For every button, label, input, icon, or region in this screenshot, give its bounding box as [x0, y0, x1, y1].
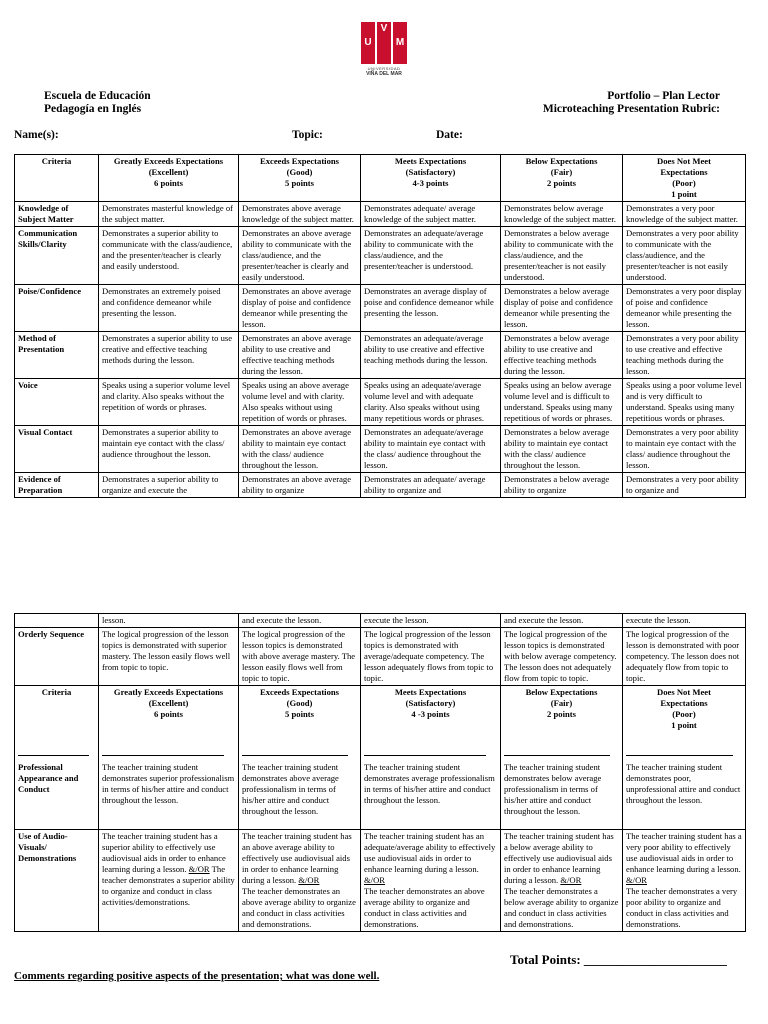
rubric-title: Microteaching Presentation Rubric: — [542, 103, 720, 115]
header-line: (Satisfactory) — [405, 698, 456, 708]
descriptor-text: Demonstrates a below average ability to maintain eye contact with the class/ audience throughout the lesson. — [504, 427, 610, 470]
descriptor-cell — [623, 227, 746, 285]
header-line: Below Expectations — [525, 156, 598, 166]
logo-letter: U — [361, 22, 375, 64]
descriptor-text: Demonstrates a very poor ability to maintain eye contact with the class/ audience throughout the lesson. — [626, 427, 739, 470]
header-right — [543, 90, 720, 116]
criterion-label: Orderly Sequence — [18, 629, 85, 639]
descriptor-text: lesson. — [102, 615, 126, 625]
descriptor-text: Demonstrates masterful knowledge of the subject matter. — [102, 203, 234, 224]
descriptor-text: Demonstrates a superior ability to communicate with the class/audience, and the presenter/teacher is clearly and easily understood. — [102, 228, 233, 271]
descriptor-cell — [361, 830, 501, 932]
descriptor-text: The logical progression of the lesson topics is demonstrated with above average mastery. The lesson easily flows well from topic to topic. — [242, 629, 356, 683]
descriptor-cell — [239, 741, 361, 830]
criterion-label: Evidence of Preparation — [18, 474, 63, 495]
table-row — [15, 473, 746, 498]
descriptor-cell — [361, 473, 501, 498]
divider-line — [626, 755, 733, 756]
descriptor-cell — [239, 202, 361, 227]
criterion-label: Use of Audio-Visuals/ Demonstrations — [18, 831, 77, 863]
descriptor-cell — [501, 379, 623, 426]
and-or-text: &/OR — [188, 864, 210, 874]
descriptor-cell — [361, 614, 501, 628]
descriptor-cell — [99, 332, 239, 379]
criterion-label: Communication Skills/Clarity — [18, 228, 78, 249]
descriptor-text: The teacher training student has an above average ability to effectively use audiovisual aids in order to enhance learning during a lesson. — [242, 831, 352, 885]
descriptor-cell — [623, 285, 746, 332]
criterion-cell — [15, 379, 99, 426]
descriptor-text: Demonstrates an above average ability to use creative and effective teaching methods during the lesson. — [242, 333, 352, 376]
divider-line — [102, 755, 224, 756]
descriptor-text: The teacher training student has a superior ability to effectively use audiovisual aids in order to enhance learning during a lesson. — [102, 831, 226, 874]
descriptor-text: execute the lesson. — [626, 615, 691, 625]
descriptor-text: The teacher demonstrates a superior ability to organize and conduct in class activities/demonstrations. — [102, 864, 235, 907]
portfolio-title: Portfolio – Plan Lector — [607, 90, 720, 102]
descriptor-text: The teacher training student demonstrates above average professionalism in terms of his/her attire and conduct throughout the lesson. — [242, 762, 339, 816]
descriptor-cell — [99, 202, 239, 227]
descriptor-text: The teacher demonstrates an above average ability to organize and conduct in class activities and demonstrations. — [242, 886, 356, 929]
rubric-table-part2 — [14, 613, 746, 932]
header-level — [501, 155, 623, 202]
descriptor-text: Demonstrates an above average ability to communicate with the class/audience, and the presenter/teacher is clearly and easily understood. — [242, 228, 352, 282]
header-line: Greatly Exceeds Expectations — [113, 156, 224, 166]
and-or-text: &/OR — [626, 875, 648, 885]
descriptor-cell — [239, 473, 361, 498]
descriptor-text: Demonstrates a below average ability to use creative and effective teaching methods during the lesson. — [504, 333, 610, 376]
descriptor-text: The logical progression of the lesson topics is demonstrated with average/adequate competency. The lesson adequately flows from topic to topic. — [364, 629, 494, 683]
descriptor-text: Demonstrates a superior ability to organize and execute the — [102, 474, 219, 495]
header-line: Expectations — [660, 167, 708, 177]
descriptor-text: The logical progression of the lesson topics is demonstrated with below average competency. The lesson does not adequately flow from topic to topic. — [504, 629, 617, 683]
descriptor-text: Demonstrates a below average ability to communicate with the class/audience, and the presenter/teacher is not easily understood. — [504, 228, 614, 282]
descriptor-text: Speaks using an above average volume level and with clarity. Also speaks without using repetition of words or phrases. — [242, 380, 349, 423]
descriptor-cell — [99, 285, 239, 332]
header-criteria — [15, 686, 99, 742]
descriptor-text: Demonstrates a very poor ability to organize and — [626, 474, 739, 495]
header-line: Meets Expectations — [394, 687, 467, 697]
header-line: Below Expectations — [525, 687, 598, 697]
table-row — [15, 202, 746, 227]
descriptor-text: The logical progression of the lesson is demonstrated with poor competency. The lesson does not adequately flow from topic to topic. — [626, 629, 740, 683]
descriptor-text: Speaks using a poor volume level and is very difficult to understand. Speaks using many repetitious words or phrases. — [626, 380, 742, 423]
header-line: (Fair) — [550, 167, 573, 177]
descriptor-cell — [239, 426, 361, 473]
descriptor-text: Demonstrates a below average display of poise and confidence demeanor while presenting the lesson. — [504, 286, 613, 329]
descriptor-text: execute the lesson. — [364, 615, 429, 625]
criterion-cell — [15, 614, 99, 628]
descriptor-cell — [99, 473, 239, 498]
descriptor-text: Demonstrates adequate/ average knowledge of the subject matter. — [364, 203, 476, 224]
descriptor-cell — [623, 628, 746, 686]
descriptor-cell — [501, 830, 623, 932]
header-line: 1 point — [671, 720, 697, 730]
descriptor-text: Demonstrates below average knowledge of the subject matter. — [504, 203, 616, 224]
descriptor-text: The teacher training student demonstrates average professionalism in terms of his/her attire and conduct throughout the lesson. — [364, 762, 495, 805]
table-row — [15, 741, 746, 830]
descriptor-cell — [361, 741, 501, 830]
header-line: 5 points — [285, 709, 314, 719]
criterion-cell — [15, 426, 99, 473]
header-line: 4 -3 points — [411, 709, 450, 719]
names-label: Name(s): — [14, 129, 59, 141]
descriptor-cell — [623, 202, 746, 227]
table-row — [15, 285, 746, 332]
descriptor-cell — [501, 332, 623, 379]
descriptor-text: The teacher training student has a below average ability to effectively use audiovisual aids in order to enhance learning during a lesson. — [504, 831, 614, 885]
descriptor-text: Demonstrates a below average ability to organize — [504, 474, 610, 495]
descriptor-cell — [239, 285, 361, 332]
header-line: 1 point — [671, 189, 697, 199]
descriptor-cell — [501, 426, 623, 473]
header-line: (Excellent) — [148, 698, 189, 708]
descriptor-cell — [623, 332, 746, 379]
header-level — [623, 686, 746, 742]
header-line: 2 points — [547, 709, 576, 719]
descriptor-cell — [361, 202, 501, 227]
descriptor-text: The teacher training student demonstrates below average professionalism in terms of his/her attire and conduct throughout the lesson. — [504, 762, 602, 816]
criterion-cell — [15, 332, 99, 379]
header-level — [501, 686, 623, 742]
descriptor-cell — [361, 426, 501, 473]
date-label: Date: — [436, 129, 463, 141]
criterion-cell — [15, 741, 99, 830]
descriptor-text: Demonstrates an adequate/ average ability to organize and — [364, 474, 486, 495]
program-name: Pedagogía en Inglés — [44, 103, 142, 115]
header-line: 2 points — [547, 178, 576, 188]
criterion-cell — [15, 830, 99, 932]
descriptor-cell — [623, 614, 746, 628]
descriptor-text: and execute the lesson. — [504, 615, 584, 625]
header-criteria — [15, 155, 99, 202]
logo-line2: VIÑA DEL MAR — [366, 71, 402, 77]
criterion-label: Voice — [18, 380, 38, 390]
descriptor-cell — [501, 285, 623, 332]
descriptor-text: Demonstrates a very poor ability to use creative and effective teaching methods during the lesson. — [626, 333, 739, 376]
criterion-label: Professional Appearance and Conduct — [18, 762, 79, 794]
descriptor-text: Demonstrates an above average ability to organize — [242, 474, 352, 495]
table-row — [15, 379, 746, 426]
descriptor-text: The teacher training student demonstrates superior professionalism in terms of his/her attire and conduct throughout the lesson. — [102, 762, 235, 805]
divider-line — [242, 755, 348, 756]
descriptor-cell — [99, 426, 239, 473]
descriptor-cell — [361, 628, 501, 686]
header-line: Does Not Meet — [657, 687, 711, 697]
descriptor-cell — [623, 741, 746, 830]
descriptor-text: Demonstrates a very poor ability to communicate with the class/audience, and the presenter/teacher is not easily understood. — [626, 228, 739, 282]
criterion-cell — [15, 227, 99, 285]
descriptor-cell — [239, 332, 361, 379]
descriptor-text: Speaks using an adequate/average volume level and with adequate clarity. Also speaks without using many repetitious words or phrases. — [364, 380, 485, 423]
header-line: Greatly Exceeds Expectations — [113, 687, 224, 697]
header-line: (Good) — [286, 167, 313, 177]
header-line: (Excellent) — [148, 167, 189, 177]
descriptor-cell — [501, 741, 623, 830]
table-row — [15, 426, 746, 473]
descriptor-cell — [239, 227, 361, 285]
criterion-cell — [15, 628, 99, 686]
header-line: (Poor) — [672, 178, 696, 188]
header-line: (Poor) — [672, 709, 696, 719]
school-name: Escuela de Educación — [44, 90, 151, 102]
divider-line — [364, 755, 486, 756]
descriptor-cell — [239, 379, 361, 426]
header-line: Exceeds Expectations — [259, 156, 339, 166]
descriptor-text: The teacher training student has a very poor ability to effectively use audiovisual aids in order to enhance learning during a lesson. — [626, 831, 742, 874]
header-level — [239, 686, 361, 742]
descriptor-text: The teacher training student demonstrates poor, unprofessional attire and conduct throughout the lesson. — [626, 762, 741, 805]
header-line: 6 points — [154, 709, 183, 719]
descriptor-text: Demonstrates an above average display of poise and confidence demeanor while presenting the lesson. — [242, 286, 352, 329]
logo-line1: UNIVERSIDAD — [367, 66, 401, 71]
descriptor-text: Demonstrates an adequate/average ability to maintain eye contact with the class/ audience throughout the lesson. — [364, 427, 486, 470]
criterion-cell — [15, 285, 99, 332]
table-row — [15, 614, 746, 628]
descriptor-text: and execute the lesson. — [242, 615, 322, 625]
descriptor-cell — [623, 426, 746, 473]
descriptor-text: Speaks using an below average volume level and is difficult to understand. Speaks using many repetitious of words or phrases. — [504, 380, 613, 423]
descriptor-cell — [99, 741, 239, 830]
descriptor-text: Demonstrates a very poor knowledge of the subject matter. — [626, 203, 738, 224]
header-level — [99, 155, 239, 202]
and-or-text: &/OR — [298, 875, 320, 885]
header-line: Meets Expectations — [394, 156, 467, 166]
descriptor-cell — [99, 614, 239, 628]
header-line: (Satisfactory) — [405, 167, 456, 177]
descriptor-text: Demonstrates an adequate/average ability to communicate with the class/audience, and the presenter/teacher is understood. — [364, 228, 484, 271]
topic-label: Topic: — [292, 129, 323, 141]
criterion-cell — [15, 473, 99, 498]
total-points: Total Points: ______________________ — [510, 952, 727, 967]
header-line: (Good) — [286, 698, 313, 708]
divider-line — [18, 755, 89, 756]
rubric-table-part1 — [14, 154, 746, 498]
descriptor-text: Demonstrates an above average ability to maintain eye contact with the class/ audience throughout the lesson. — [242, 427, 352, 470]
descriptor-cell — [99, 830, 239, 932]
descriptor-cell — [623, 830, 746, 932]
descriptor-cell — [501, 473, 623, 498]
criterion-cell — [15, 202, 99, 227]
criterion-label: Poise/Confidence — [18, 286, 82, 296]
header-left — [44, 90, 151, 116]
descriptor-text: The teacher demonstrates a very poor ability to organize and conduct in class activities and demonstrations. — [626, 886, 738, 929]
header-line: 5 points — [285, 178, 314, 188]
header-line: 4-3 points — [412, 178, 449, 188]
criterion-label: Method of Presentation — [18, 333, 65, 354]
criterion-label: Knowledge of Subject Matter — [18, 203, 74, 224]
descriptor-text: The logical progression of the lesson topics is demonstrated with superior mastery. The lesson easily flows well from topic to topic. — [102, 629, 231, 672]
logo-letter: V — [377, 22, 391, 64]
descriptor-text: Demonstrates an average display of poise and confidence demeanor while presenting the lesson. — [364, 286, 494, 318]
header-line: Exceeds Expectations — [259, 687, 339, 697]
divider-line — [504, 755, 610, 756]
descriptor-text: Demonstrates an extremely poised and confidence demeanor while presenting the lesson. — [102, 286, 221, 318]
descriptor-text: Demonstrates above average knowledge of the subject matter. — [242, 203, 354, 224]
and-or-text: &/OR — [364, 875, 386, 885]
header-line: Does Not Meet — [657, 156, 711, 166]
descriptor-cell — [239, 628, 361, 686]
logo-letter: M — [393, 22, 407, 64]
header-line: Criteria — [41, 687, 72, 697]
table-row — [15, 628, 746, 686]
descriptor-text: Demonstrates a superior ability to maintain eye contact with the class/ audience throughout the lesson. — [102, 427, 225, 459]
header-level — [361, 155, 501, 202]
header-line: (Fair) — [550, 698, 573, 708]
descriptor-text: Demonstrates an adequate/average ability to use creative and effective teaching methods during the lesson. — [364, 333, 488, 365]
table-header-row — [15, 686, 746, 742]
table-row — [15, 830, 746, 932]
descriptor-cell — [501, 202, 623, 227]
descriptor-cell — [501, 614, 623, 628]
descriptor-text: The teacher demonstrates an above average ability to organize and conduct in class activities and demonstrations. — [364, 886, 485, 929]
header-level — [623, 155, 746, 202]
descriptor-cell — [99, 379, 239, 426]
header-level — [239, 155, 361, 202]
descriptor-text: The teacher demonstrates a below average ability to organize and conduct in class activities and demonstrations. — [504, 886, 619, 929]
descriptor-cell — [361, 332, 501, 379]
header-line: Expectations — [660, 698, 708, 708]
descriptor-cell — [623, 473, 746, 498]
header-line: 6 points — [154, 178, 183, 188]
table-header-row — [15, 155, 746, 202]
descriptor-cell — [239, 830, 361, 932]
descriptor-text: Demonstrates a superior ability to use creative and effective teaching methods during the lesson. — [102, 333, 233, 365]
descriptor-cell — [239, 614, 361, 628]
descriptor-cell — [361, 285, 501, 332]
descriptor-cell — [361, 227, 501, 285]
table-row — [15, 227, 746, 285]
descriptor-cell — [361, 379, 501, 426]
descriptor-cell — [99, 227, 239, 285]
and-or-text: &/OR — [560, 875, 582, 885]
descriptor-text: Demonstrates a very poor display of poise and confidence demeanor while presenting the lesson. — [626, 286, 742, 329]
university-logo — [360, 22, 408, 77]
descriptor-cell — [99, 628, 239, 686]
header-level — [361, 686, 501, 742]
descriptor-cell — [501, 628, 623, 686]
descriptor-text: The teacher training student has an adequate/average ability to effectively use audiovisual aids in order to enhance learning during a lesson. — [364, 831, 496, 874]
criterion-label: Visual Contact — [18, 427, 73, 437]
header-line: Criteria — [41, 156, 72, 166]
table-row — [15, 332, 746, 379]
descriptor-text: Speaks using a superior volume level and clarity. Also speaks without the repetition of words or phrases. — [102, 380, 231, 412]
header-level — [99, 686, 239, 742]
comments-heading: Comments regarding positive aspects of the presentation; what was done well. — [14, 970, 380, 982]
descriptor-cell — [623, 379, 746, 426]
descriptor-cell — [501, 227, 623, 285]
